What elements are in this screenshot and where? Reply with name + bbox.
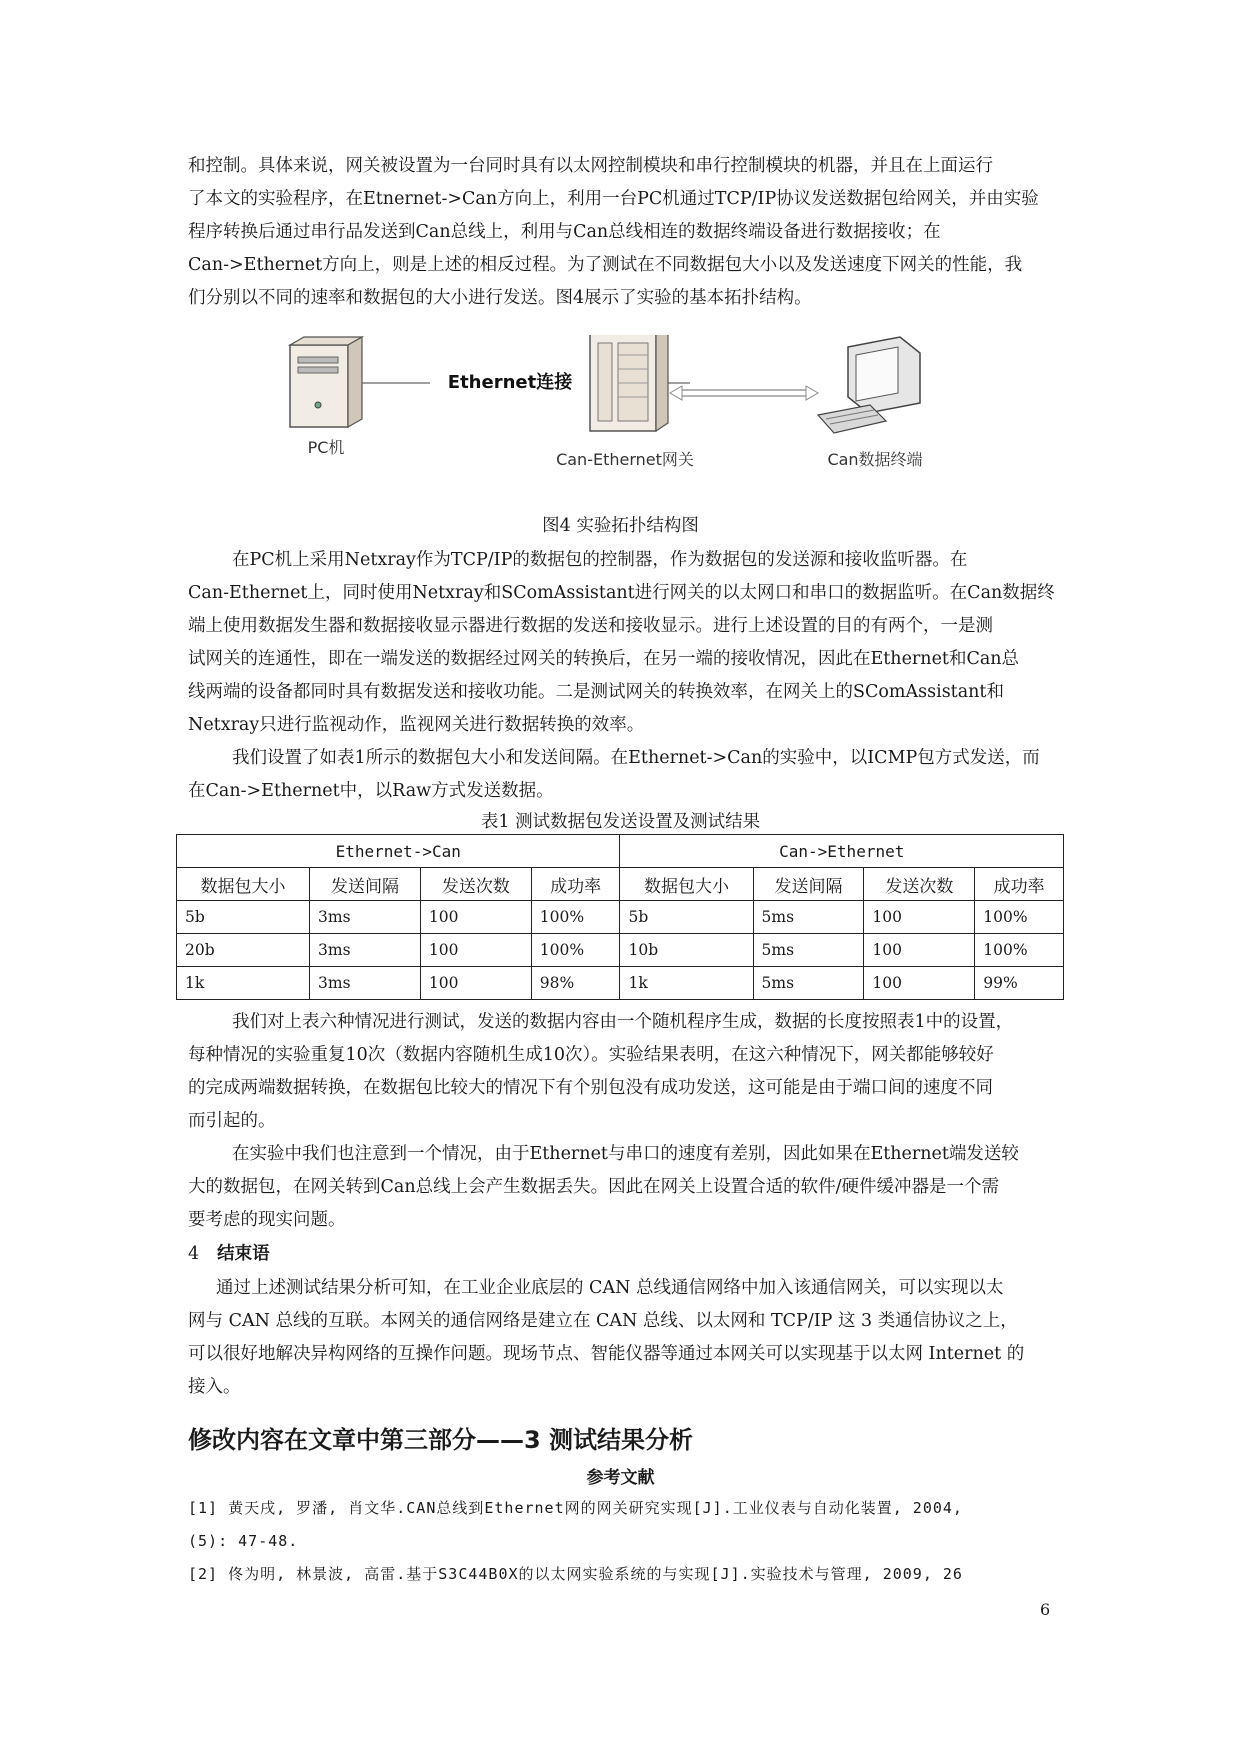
table-cell: 10b <box>620 934 753 967</box>
table-cell: 1k <box>620 967 753 1000</box>
table-row <box>177 901 1064 934</box>
pc-server-icon <box>290 337 362 427</box>
text-line: 接入。 <box>188 1377 241 1397</box>
figure-caption: 图4 实验拓扑结构图 <box>542 516 699 536</box>
paragraph-observation <box>188 1138 1060 1171</box>
references-title: 参考文献 <box>586 1468 655 1488</box>
text-line: Can->Ethernet方向上，则是上述的相反过程。为了测试在不同数据包大小以及发送速度下网关的性能，我 <box>188 255 1023 275</box>
text-line: 在PC机上采用Netxray作为TCP/IP的数据包的控制器，作为数据包的发送源和接收监听器。在 <box>232 550 968 570</box>
ethernet-link-label: Ethernet连接 <box>447 372 573 393</box>
table-cell: 3ms <box>310 901 421 934</box>
section-heading <box>188 1240 270 1265</box>
table-header-row <box>177 868 1064 901</box>
paragraph-intro <box>188 150 1060 315</box>
section-number: 4 <box>188 1244 200 1264</box>
table-cell: 100% <box>975 901 1064 934</box>
text-line: 而引起的。 <box>188 1111 276 1131</box>
text-line: 我们对上表六种情况进行测试，发送的数据内容由一个随机程序生成，数据的长度按照表1中的设置， <box>232 1012 1014 1032</box>
paragraph-results <box>188 1006 1060 1039</box>
topology-diagram <box>270 335 970 495</box>
column-header: 成功率 <box>531 868 620 901</box>
column-header: 发送次数 <box>420 868 531 901</box>
reference-line: [2] 佟为明, 林景波, 高雷.基于S3C44B0X的以太网实验系统的与实现[J].实验技术与管理, 2009, 26 <box>188 1565 963 1583</box>
column-header: 数据包大小 <box>177 868 310 901</box>
table-cell: 100 <box>420 967 531 1000</box>
gateway-server-icon <box>590 335 668 431</box>
revision-headline: 修改内容在文章中第三部分——3 测试结果分析 <box>188 1426 694 1454</box>
paragraph-results-cont <box>188 1039 1060 1138</box>
table-cell: 100 <box>864 967 975 1000</box>
table-cell: 100% <box>975 934 1064 967</box>
text-line: 端上使用数据发生器和数据接收显示器进行数据的发送和接收显示。进行上述设置的目的有两个，一是测 <box>188 616 993 636</box>
paragraph-conclusion-cont <box>188 1305 1060 1404</box>
table-cell: 100 <box>864 901 975 934</box>
table-cell: 100 <box>864 934 975 967</box>
section-title: 结束语 <box>217 1244 270 1264</box>
paragraph-settings <box>188 742 1060 775</box>
table-cell: 5b <box>177 901 310 934</box>
table-cell: 100% <box>531 901 620 934</box>
text-line: 和控制。具体来说，网关被设置为一台同时具有以太网控制模块和串行控制模块的机器，并且在上面运行 <box>188 156 993 176</box>
table-cell: 5b <box>620 901 753 934</box>
text-line: Netxray只进行监视动作，监视网关进行数据转换的效率。 <box>188 715 645 735</box>
table-cell: 20b <box>177 934 310 967</box>
text-line: 网与 CAN 总线的互联。本网关的通信网络是建立在 CAN 总线、以太网和 TCP/IP 这 3 类通信协议之上， <box>188 1311 1018 1331</box>
table-cell: 5ms <box>753 967 864 1000</box>
bidirectional-arrow <box>670 386 818 400</box>
table-cell: 99% <box>975 967 1064 1000</box>
table-cell: 100 <box>420 934 531 967</box>
table-cell: 100% <box>531 934 620 967</box>
column-header: 成功率 <box>975 868 1064 901</box>
text-line: 程序转换后通过串行品发送到Can总线上，利用与Can总线相连的数据终端设备进行数据接收；在 <box>188 222 941 242</box>
text-line: 试网关的连通性，即在一端发送的数据经过网关的转换后，在另一端的接收情况，因此在Ethernet和Can总 <box>188 649 1020 669</box>
text-line: 在实验中我们也注意到一个情况，由于Ethernet与串口的速度有差别，因此如果在Ethernet端发送较 <box>232 1144 1019 1164</box>
text-line: 的完成两端数据转换，在数据包比较大的情况下有个别包没有成功发送，这可能是由于端口间的速度不同 <box>188 1078 993 1098</box>
table-cell: 3ms <box>310 967 421 1000</box>
reference-line: (5): 47-48. <box>188 1532 299 1550</box>
text-line: 大的数据包，在网关转到Can总线上会产生数据丢失。因此在网关上设置合适的软件/硬件缓冲器是一个需 <box>188 1177 999 1197</box>
results-table <box>176 834 1064 1000</box>
table-cell: 3ms <box>310 934 421 967</box>
paragraph-observation-cont <box>188 1171 1060 1237</box>
pc-label: PC机 <box>307 438 345 457</box>
column-header: 发送次数 <box>864 868 975 901</box>
text-line: 可以很好地解决异构网络的互操作问题。现场节点、智能仪器等通过本网关可以实现基于以太网 Internet 的 <box>188 1344 1025 1364</box>
paragraph-conclusion <box>188 1272 1060 1305</box>
column-header: 数据包大小 <box>620 868 753 901</box>
terminal-computer-icon <box>818 337 920 433</box>
table-row <box>177 934 1064 967</box>
text-line: 要考虑的现实问题。 <box>188 1210 346 1230</box>
text-line: 们分别以不同的速率和数据包的大小进行发送。图4展示了实验的基本拓扑结构。 <box>188 288 812 308</box>
page-number: 6 <box>1040 1600 1051 1619</box>
paragraph-settings-cont <box>188 775 1060 808</box>
table-cell: 5ms <box>753 901 864 934</box>
paragraph-setup-cont <box>188 577 1060 742</box>
group-header-ethernet-to-can: Ethernet->Can <box>177 835 620 868</box>
paragraph-setup <box>188 544 1060 577</box>
gateway-label: Can-Ethernet网关 <box>556 450 694 469</box>
text-line: 了本文的实验程序，在Etnernet->Can方向上，利用一台PC机通过TCP/IP协议发送数据包给网关，并由实验 <box>188 189 1039 209</box>
table-cell: 100 <box>420 901 531 934</box>
table-group-header-row <box>177 835 1064 868</box>
table-cell: 98% <box>531 967 620 1000</box>
text-line: 在Can->Ethernet中，以Raw方式发送数据。 <box>188 781 554 801</box>
references-list <box>188 1492 1060 1591</box>
text-line: 每种情况的实验重复10次（数据内容随机生成10次）。实验结果表明，在这六种情况下，网关都能够较好 <box>188 1045 994 1065</box>
text-line: 通过上述测试结果分析可知，在工业企业底层的 CAN 总线通信网络中加入该通信网关，可以实现以太 <box>216 1278 1004 1298</box>
table-row <box>177 967 1064 1000</box>
text-line: 线两端的设备都同时具有数据发送和接收功能。二是测试网关的转换效率，在网关上的SComAssistant和 <box>188 682 1004 702</box>
table-cell: 1k <box>177 967 310 1000</box>
terminal-label: Can数据终端 <box>827 450 923 469</box>
text-line: Can-Ethernet上，同时使用Netxray和SComAssistant进行网关的以太网口和串口的数据监听。在Can数据终 <box>188 583 1055 603</box>
group-header-can-to-ethernet: Can->Ethernet <box>620 835 1064 868</box>
text-line: 我们设置了如表1所示的数据包大小和发送间隔。在Ethernet->Can的实验中，以ICMP包方式发送，而 <box>232 748 1040 768</box>
column-header: 发送间隔 <box>310 868 421 901</box>
column-header: 发送间隔 <box>753 868 864 901</box>
reference-line: [1] 黄天戌, 罗潘, 肖文华.CAN总线到Ethernet网的网关研究实现[J].工业仪表与自动化装置, 2004, <box>188 1499 963 1517</box>
table-caption: 表1 测试数据包发送设置及测试结果 <box>480 812 761 832</box>
table-cell: 5ms <box>753 934 864 967</box>
